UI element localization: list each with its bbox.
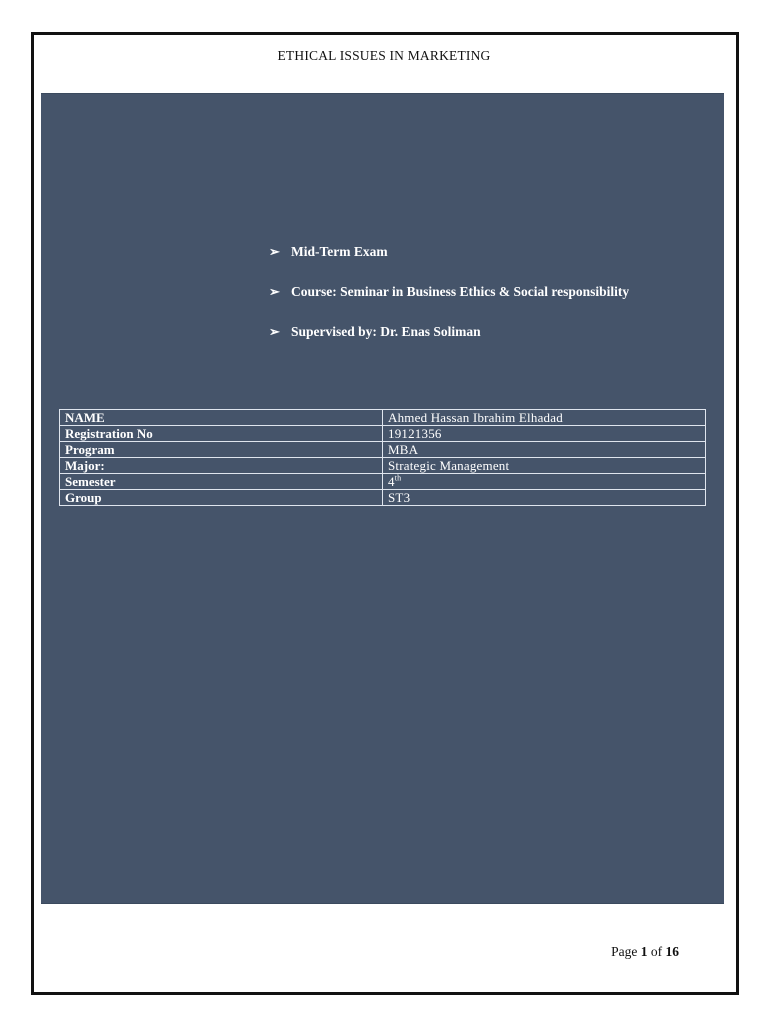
info-key: Group (60, 490, 383, 506)
of-label: of (650, 944, 666, 959)
table-row (60, 458, 706, 474)
info-key: Semester (60, 474, 383, 490)
info-key: NAME (60, 410, 383, 426)
info-key: Registration No (60, 426, 383, 442)
semester-number: 4 (388, 474, 395, 489)
page-footer (611, 944, 679, 960)
info-key: Program (60, 442, 383, 458)
page-number: 1 (640, 944, 648, 959)
info-value: MBA (383, 442, 706, 458)
total-pages: 16 (665, 944, 679, 959)
arrowhead-bullet-icon: ➢ (269, 284, 280, 299)
bullet-item-supervisor (269, 324, 629, 364)
document-title: ETHICAL ISSUES IN MARKETING (277, 48, 491, 63)
cover-bullet-list (269, 244, 629, 364)
cover-panel (41, 93, 724, 904)
bullet-text: Supervised by: Dr. Enas Soliman (291, 324, 481, 339)
info-value: Strategic Management (383, 458, 706, 474)
page-label: Page (611, 944, 638, 959)
bullet-item-exam (269, 244, 629, 284)
table-row (60, 410, 706, 426)
info-value: Ahmed Hassan Ibrahim Elhadad (383, 410, 706, 426)
ordinal-suffix: th (394, 473, 402, 483)
arrowhead-bullet-icon: ➢ (269, 324, 280, 339)
bullet-item-course (269, 284, 629, 324)
table-row (60, 490, 706, 506)
bullet-text: Mid-Term Exam (291, 244, 388, 259)
bullet-text: Course: Seminar in Business Ethics & Social responsibility (291, 284, 630, 299)
info-key: Major: (60, 458, 383, 474)
table-row (60, 474, 706, 490)
student-info-table (59, 409, 706, 506)
info-value: ST3 (383, 490, 706, 506)
info-value (383, 474, 706, 490)
arrowhead-bullet-icon: ➢ (269, 244, 280, 259)
table-row (60, 442, 706, 458)
info-value: 19121356 (383, 426, 706, 442)
table-row (60, 426, 706, 442)
